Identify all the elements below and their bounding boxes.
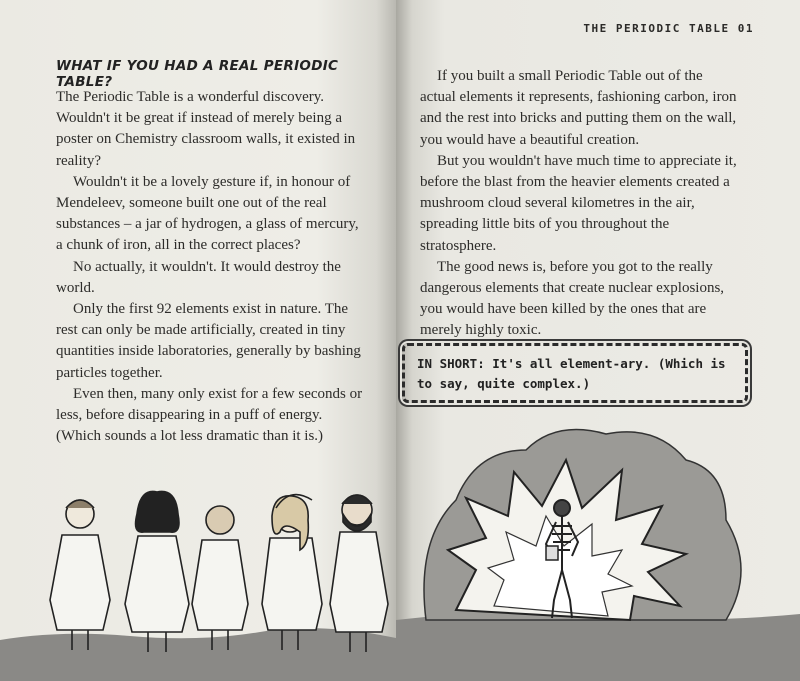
explosion-illustration [396, 420, 800, 681]
paragraph: The good news is, before you got to the really dangerous elements that create nuclear explosions, you would have been killed by the ones that are merely highly toxic. [420, 258, 725, 339]
section-heading: WHAT IF YOU HAD A REAL PERIODIC TABLE? [56, 58, 339, 90]
paragraph: Even then, many only exist for a few seconds or less, before disappearing in a puff of energy. (Which sounds a lot less dramatic than it is.) [56, 385, 363, 445]
left-page [0, 0, 396, 681]
in-short-label: IN SHORT: [417, 356, 485, 371]
running-head: THE PERIODIC TABLE 01 [583, 22, 754, 35]
right-body-text [420, 66, 740, 342]
scientists-illustration [0, 480, 396, 681]
paragraph: But you wouldn't have much time to appreciate it, before the blast from the heavier elements created a mushroom cloud several kilometres in the air, spreading little bits of you throughout the stratosphere. [420, 152, 737, 254]
in-short-text: It's all element-ary. (Which is to say, quite complex.) [417, 356, 726, 391]
paragraph: No actually, it wouldn't. It would destroy the world. [56, 258, 341, 296]
left-body-text [56, 87, 366, 447]
paragraph: Only the first 92 elements exist in nature. The rest can only be made artificially, created in tiny quantities inside laboratories, generally by bashing particles together. [56, 301, 361, 381]
paragraph: Wouldn't it be a lovely gesture if, in honour of Mendeleev, someone built one out of the real substances – a jar of hydrogen, a glass of mercury, a chunk of iron, all in the correct places? [56, 173, 359, 254]
paragraph: If you built a small Periodic Table out of the actual elements it represents, fashioning carbon, iron and the rest into bricks and putting them on the wall, you would have a beautiful creation. [420, 68, 737, 148]
paragraph: The Periodic Table is a wonderful discovery. Wouldn't it be great if instead of merely being a poster on Chemistry classroom walls, it existed in reality? [56, 89, 356, 169]
in-short-box [402, 343, 748, 403]
